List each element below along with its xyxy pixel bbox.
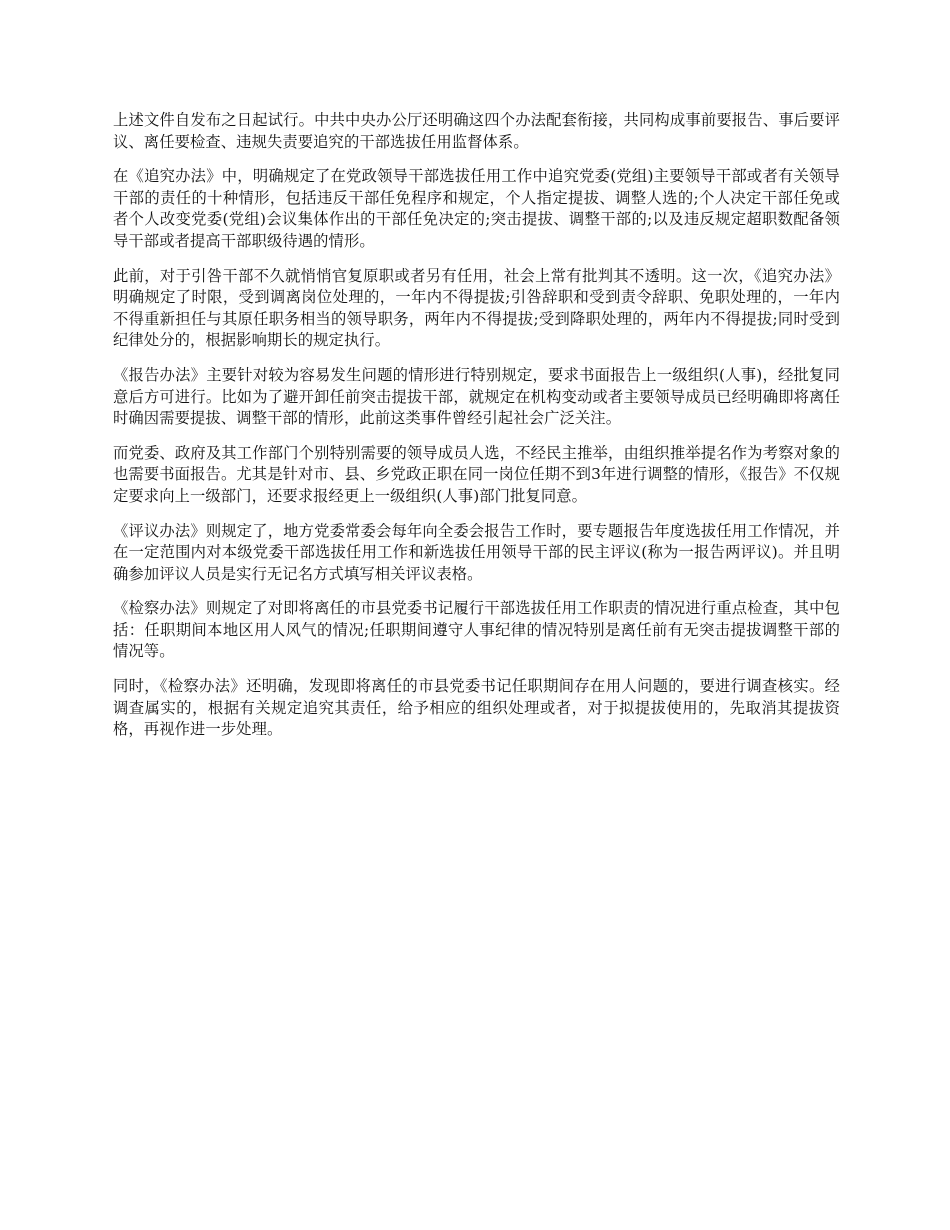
paragraph-2: 在《追究办法》中，明确规定了在党政领导干部选拔任用工作中追究党委(党组)主要领导干部或者有关领导干部的责任的十种情形，包括违反干部任免程序和规定，个人指定提拔、调整人选的;个人决定干部任免或者个人改变党委(党组)会议集体作出的干部任免决定的;突击提拔、调整干部的;以及违反规定超职数配备领导干部或者提高干部职级待遇的情形。 (113, 167, 840, 250)
paragraph-4: 《报告办法》主要针对较为容易发生问题的情形进行特别规定，要求书面报告上一级组织(人事)，经批复同意后方可进行。比如为了避开卸任前突击提拔干部，就规定在机构变动或者主要领导成员已经明确即将离任时确因需要提拔、调整干部的情形，此前这类事件曾经引起社会广泛关注。 (113, 365, 840, 428)
paragraph-7: 《检察办法》则规定了对即将离任的市县党委书记履行干部选拔任用工作职责的情况进行重点检查，其中包括：任职期间本地区用人风气的情况;任职期间遵守人事纪律的情况特别是离任前有无突击提拔调整干部的情况等。 (113, 599, 840, 661)
paragraph-3: 此前，对于引咎干部不久就悄悄官复原职或者另有任用，社会上常有批判其不透明。这一次，《追究办法》明确规定了时限，受到调离岗位处理的，一年内不得提拔;引咎辞职和受到责令辞职、免职处理的，一年内不得重新担任与其原任职务相当的领导职务，两年内不得提拔;受到降职处理的，两年内不得提拔;同时受到纪律处分的，根据影响期长的规定执行。 (113, 266, 840, 350)
paragraph-1: 上述文件自发布之日起试行。中共中央办公厅还明确这四个办法配套衔接，共同构成事前要报告、事后要评议、离任要检查、违规失责要追究的干部选拔任用监督体系。 (113, 111, 840, 151)
paragraph-8: 同时，《检察办法》还明确，发现即将离任的市县党委书记任职期间存在用人问题的，要进行调查核实。经调查属实的，根据有关规定追究其责任，给予相应的组织处理或者，对于拟提拔使用的，先取消其提拔资格，再视作进一步处理。 (113, 677, 840, 739)
paragraph-5: 而党委、政府及其工作部门个别特别需要的领导成员人选，不经民主推举，由组织推举提名作为考察对象的也需要书面报告。尤其是针对市、县、乡党政正职在同一岗位任期不到3年进行调整的情形，《报告》不仅规定要求向上一级部门，还要求报经更上一级组织(人事)部门批复同意。 (113, 443, 840, 505)
paragraph-6: 《评议办法》则规定了，地方党委常委会每年向全委会报告工作时，要专题报告年度选拔任用工作情况，并在一定范围内对本级党委干部选拔任用工作和新选拔任用领导干部的民主评议(称为一报告两评议)。并且明确参加评议人员是实行无记名方式填写相关评议表格。 (113, 521, 840, 583)
